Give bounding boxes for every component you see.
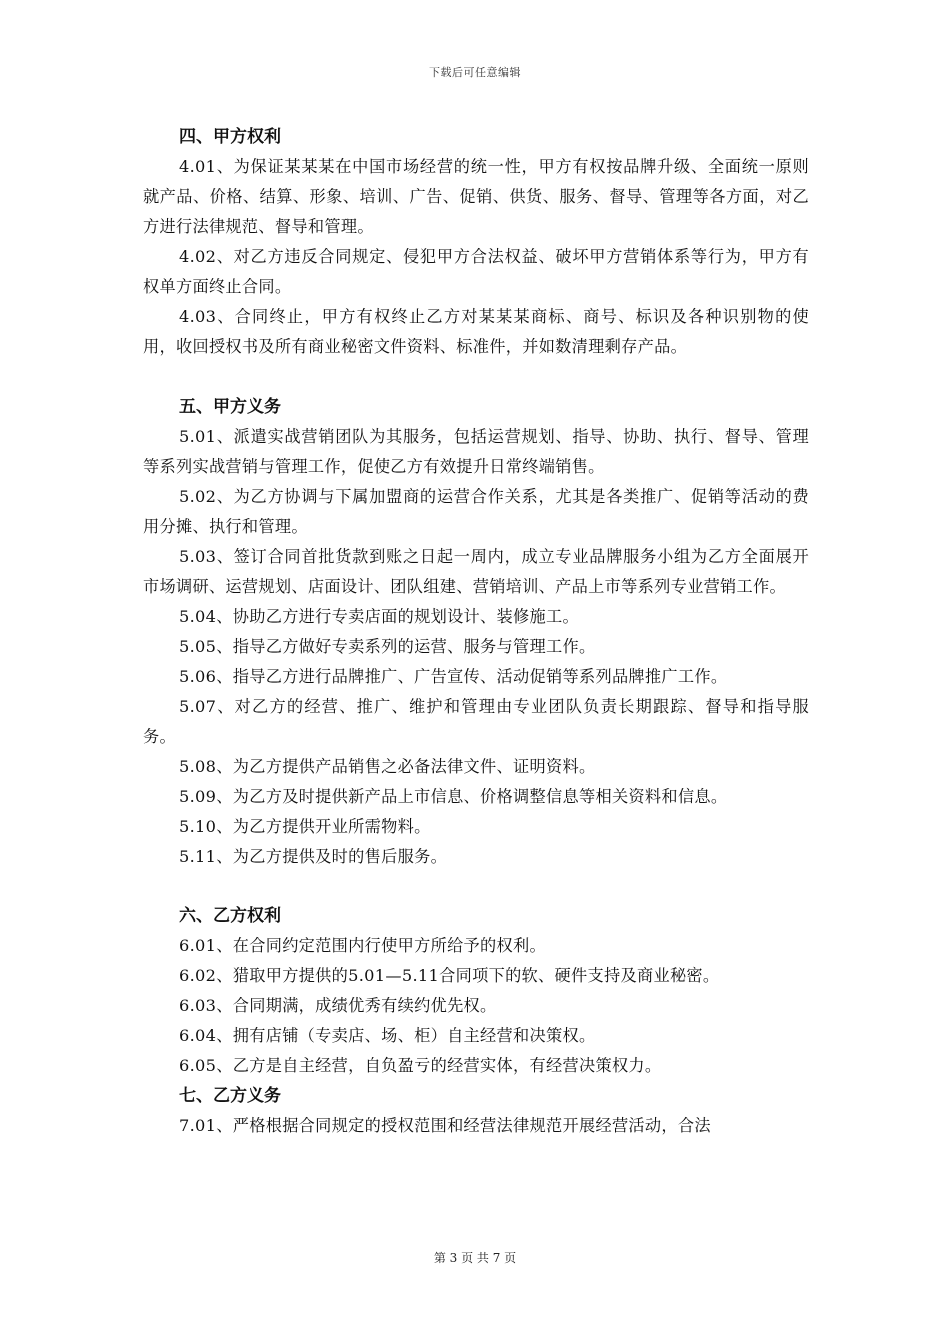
page-header-note: 下载后可任意编辑 (429, 66, 521, 79)
section-heading-7: 七、乙方义务 (179, 1086, 281, 1106)
section-heading-5: 五、甲方义务 (179, 397, 281, 417)
clause-5-01: 5.01、派遣实战营销团队为其服务，包括运营规划、指导、协助、执行、督导、管理等系列实战营销与管理工作，促使乙方有效提升日常终端销售。 (143, 427, 809, 476)
clause-4-03: 4.03、合同终止，甲方有权终止乙方对某某某商标、商号、标识及各种识别物的使用，收回授权书及所有商业秘密文件资料、标准件，并如数清理剩存产品。 (143, 307, 809, 356)
clause-5-11: 5.11、为乙方提供及时的售后服务。 (179, 847, 448, 866)
clause-5-09: 5.09、为乙方及时提供新产品上市信息、价格调整信息等相关资料和信息。 (179, 787, 728, 806)
clause-5-03: 5.03、签订合同首批货款到账之日起一周内，成立专业品牌服务小组为乙方全面展开市场调研、运营规划、店面设计、团队组建、营销培训、产品上市等系列专业营销工作。 (143, 547, 809, 596)
clause-6-04: 6.04、拥有店铺（专卖店、场、柜）自主经营和决策权。 (179, 1026, 596, 1045)
clause-6-02: 6.02、猎取甲方提供的5.01—5.11合同项下的软、硬件支持及商业秘密。 (179, 966, 720, 985)
clause-5-06: 5.06、指导乙方进行品牌推广、广告宣传、活动促销等系列品牌推广工作。 (179, 667, 728, 686)
section-spacer (143, 872, 809, 901)
clause-4-01: 4.01、为保证某某某在中国市场经营的统一性，甲方有权按品牌升级、全面统一原则就产品、价格、结算、形象、培训、广告、促销、供货、服务、督导、管理等各方面，对乙方进行法律规范、督导和管理。 (143, 157, 809, 236)
section-spacer (143, 362, 809, 392)
clause-4-02: 4.02、对乙方违反合同规定、侵犯甲方合法权益、破坏甲方营销体系等行为，甲方有权单方面终止合同。 (143, 247, 809, 296)
clause-5-07: 5.07、对乙方的经营、推广、维护和管理由专业团队负责长期跟踪、督导和指导服务。 (143, 697, 809, 746)
clause-6-05: 6.05、乙方是自主经营，自负盈亏的经营实体，有经营决策权力。 (179, 1056, 662, 1075)
clause-5-05: 5.05、指导乙方做好专卖系列的运营、服务与管理工作。 (179, 637, 596, 656)
clause-6-01: 6.01、在合同约定范围内行使甲方所给予的权利。 (179, 936, 546, 955)
clause-5-02: 5.02、为乙方协调与下属加盟商的运营合作关系，尤其是各类推广、促销等活动的费用分摊、执行和管理。 (143, 487, 809, 536)
clause-6-03: 6.03、合同期满，成绩优秀有续约优先权。 (179, 996, 497, 1015)
clause-5-08: 5.08、为乙方提供产品销售之必备法律文件、证明资料。 (179, 757, 596, 776)
section-heading-4: 四、甲方权利 (179, 127, 281, 147)
clause-5-10: 5.10、为乙方提供开业所需物料。 (179, 817, 431, 836)
clause-7-01: 7.01、严格根据合同规定的授权范围和经营法律规范开展经营活动，合法 (179, 1116, 711, 1135)
page-number: 第 3 页 共 7 页 (433, 1251, 517, 1265)
clause-5-04: 5.04、协助乙方进行专卖店面的规划设计、装修施工。 (179, 607, 579, 626)
document-body (143, 122, 809, 1141)
section-heading-6: 六、乙方权利 (179, 906, 281, 926)
